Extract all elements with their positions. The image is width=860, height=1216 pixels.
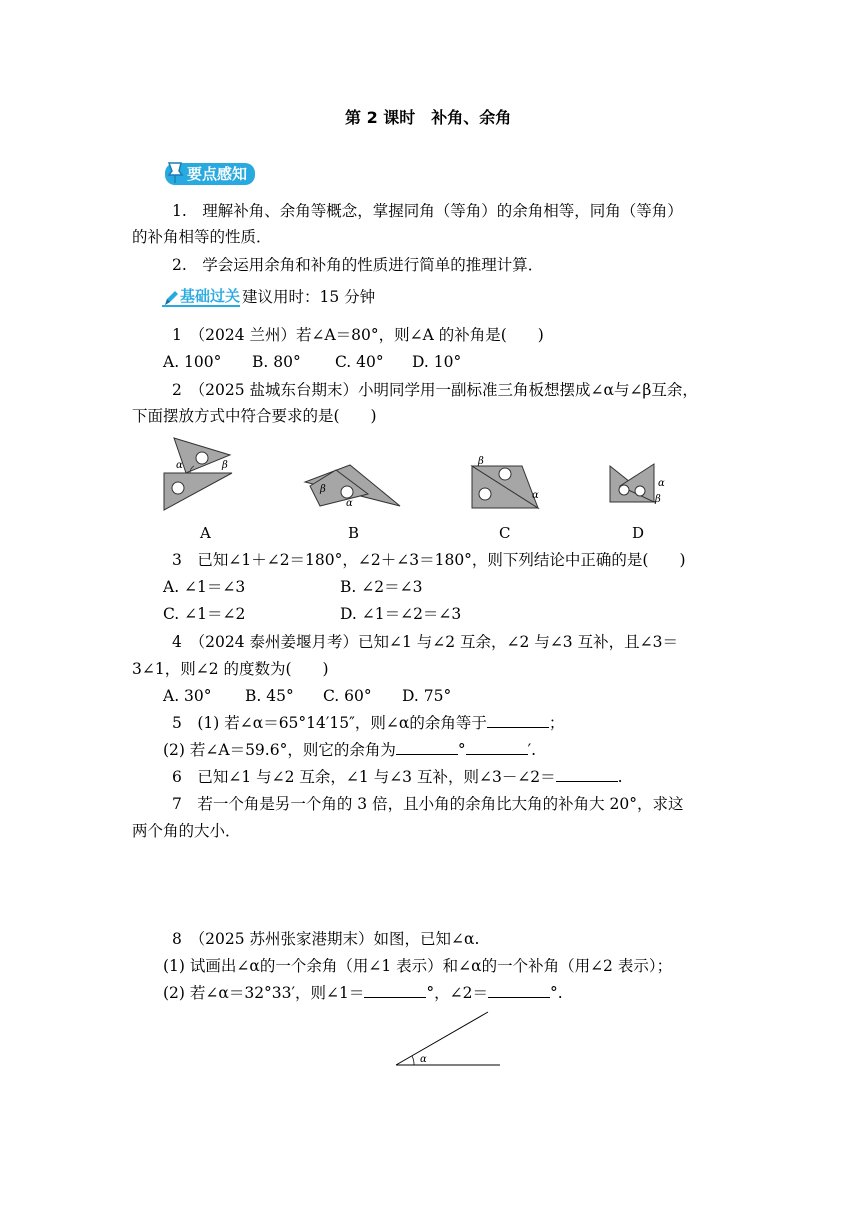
figure-b-beta: β [320, 484, 326, 495]
q8-angle-figure [390, 1008, 505, 1070]
section-basic [162, 287, 375, 307]
section-basic-label: 基础过关 [162, 287, 240, 307]
figure-b-alpha: α [346, 498, 353, 509]
pushpin-icon [165, 161, 187, 185]
figure-c-alpha: α [532, 490, 539, 501]
q1-option-b: B. 80° [252, 353, 301, 371]
q4-line2: 3∠1，则∠2 的度数为( ) [132, 660, 329, 678]
q8-line3 [163, 983, 563, 1003]
q8-line3-text: (2) 若∠α＝32°33′，则∠1＝ [163, 984, 365, 1002]
figure-d-alpha: α [658, 478, 665, 489]
section-key-points-label: 要点感知 [165, 163, 255, 185]
figure-c-beta: β [478, 456, 484, 467]
figure-label-b: B [348, 524, 360, 542]
figure-a-beta: β [222, 460, 228, 471]
q8-line3-mid: °，∠2＝ [426, 984, 489, 1002]
objective-1-line2: 的补角相等的性质． [132, 228, 272, 246]
q2-line2: 下面摆放方式中符合要求的是( ) [132, 407, 377, 425]
q3-option-d: D. ∠1＝∠2＝∠3 [340, 605, 462, 623]
q6-end: . [617, 768, 623, 786]
figure-a-alpha: α [176, 460, 183, 471]
q4-option-d: D. 75° [402, 687, 452, 705]
figure-label-d: D [632, 524, 645, 542]
q1-option-c: C. 40° [335, 353, 384, 371]
q2-line1: 2 （2025 盐城东台期末）小明同学用一副标准三角板想摆成∠α与∠β互余， [172, 381, 698, 399]
objective-2: 2. 学会运用余角和补角的性质进行简单的推理计算． [172, 256, 544, 274]
figure-d-beta: β [655, 494, 661, 505]
page-title: 第 2 课时 补角、余角 [345, 108, 512, 127]
q3-stem: 3 已知∠1＋∠2＝180°，∠2＋∠3＝180°，则下列结论中正确的是( ) [172, 551, 686, 569]
objective-1-line1: 1. 理解补角、余角等概念，掌握同角（等角）的余角相等，同角（等角） [172, 202, 683, 220]
q8-line1: 8 （2025 苏州张家港期末）如图，已知∠α. [172, 930, 480, 948]
q6-blank[interactable] [556, 767, 618, 782]
q7-line2: 两个角的大小． [132, 822, 241, 840]
q5-part1-text: 5 (1) 若∠α＝65°14′15″，则∠α的余角等于 [172, 714, 487, 732]
figure-d [610, 464, 665, 505]
suggested-time: 建议用时：15 分钟 [242, 288, 376, 306]
figure-label-a: A [200, 524, 211, 542]
q4-option-a: A. 30° [163, 687, 212, 705]
figure-b [305, 465, 400, 509]
q5-part2-text: (2) 若∠A＝59.6°，则它的余角为 [163, 741, 396, 759]
q8-line2: (1) 试画出∠α的一个余角（用∠1 表示）和∠α的一个补角（用∠2 表示）； [163, 957, 673, 975]
q3-option-b: B. ∠2＝∠3 [340, 578, 423, 596]
q5-part1 [172, 713, 564, 733]
figure-label-c: C [499, 524, 511, 542]
q5-blank-1[interactable] [487, 713, 549, 728]
q8-blank-1[interactable] [364, 983, 426, 998]
q8-line3-end: °. [550, 984, 563, 1002]
q3-option-a: A. ∠1＝∠3 [163, 578, 246, 596]
q5-part2-degree: ° [457, 741, 466, 759]
figure-a [164, 438, 232, 510]
q5-part2-minute: ′. [527, 741, 537, 759]
q4-option-b: B. 45° [245, 687, 294, 705]
q1-option-a: A. 100° [163, 353, 222, 371]
q5-part1-end: ； [548, 714, 565, 732]
q3-option-c: C. ∠1＝∠2 [163, 605, 246, 623]
angle-slanted-ray [396, 1012, 488, 1065]
q6 [172, 767, 623, 787]
pencil-icon [162, 288, 180, 308]
q5-blank-3[interactable] [466, 740, 528, 755]
q4-line1: 4 （2024 泰州姜堰月考）已知∠1 与∠2 互余，∠2 与∠3 互补，且∠3＝ [172, 633, 678, 651]
q7-line1: 7 若一个角是另一个角的 3 倍，且小角的余角比大角的补角大 20°，求这 [172, 795, 684, 813]
q1-option-d: D. 10° [412, 353, 462, 371]
q5-blank-2[interactable] [396, 740, 458, 755]
figure-c [472, 456, 539, 508]
section-key-points [165, 163, 255, 185]
angle-alpha-label: α [420, 1054, 427, 1065]
q6-text: 6 已知∠1 与∠2 互余，∠1 与∠3 互补，则∠3－∠2＝ [172, 768, 556, 786]
q8-blank-2[interactable] [488, 983, 550, 998]
q4-option-c: C. 60° [323, 687, 372, 705]
q1-stem: 1 （2024 兰州）若∠A＝80°，则∠A 的补角是( ) [172, 326, 544, 344]
q2-figures [150, 430, 750, 525]
q5-part2 [163, 740, 536, 760]
